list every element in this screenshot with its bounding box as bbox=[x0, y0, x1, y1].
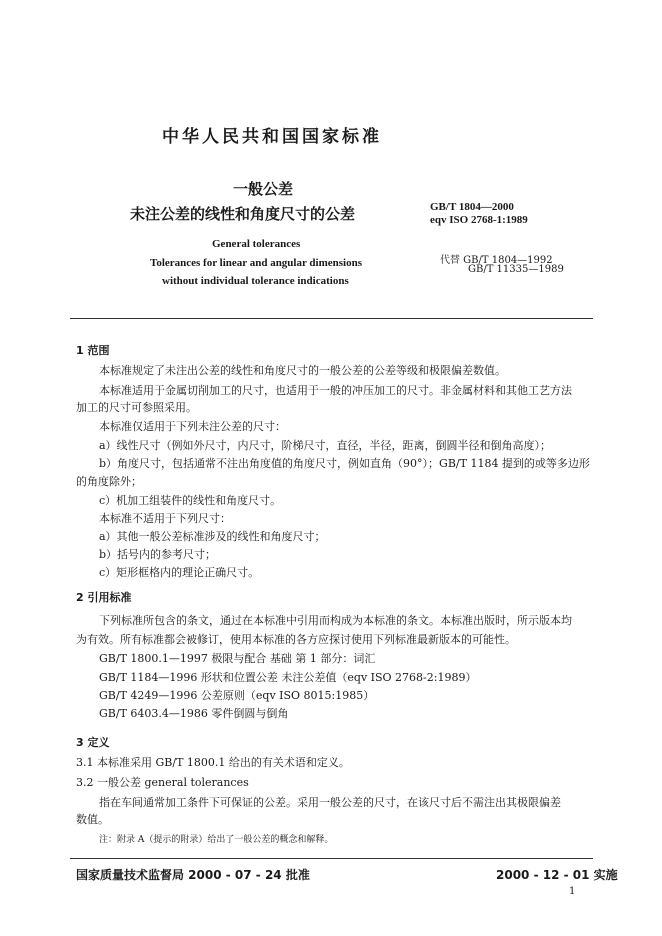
standard-number: GB/T 1804—2000 bbox=[430, 201, 514, 213]
def-3-1: 3.1 本标准采用 GB/T 1800.1 给出的有关术语和定义。 bbox=[76, 756, 350, 769]
sec1-heading: 1 范围 bbox=[76, 344, 110, 357]
ref-item: GB/T 1800.1—1997 极限与配合 基础 第 1 部分：词汇 bbox=[99, 652, 376, 665]
sec2-p1a: 下列标准所包含的条文，通过在本标准中引用而构成为本标准的条文。本标准出版时，所示版本均 bbox=[99, 614, 572, 627]
note: 注：附录 A（提示的附录）给出了一般公差的概念和解释。 bbox=[99, 835, 334, 845]
sec1-item-a: a）线性尺寸（例如外尺寸，内尺寸，阶梯尺寸，直径，半径，距离，倒圆半径和倒角高度）； bbox=[99, 439, 552, 452]
title-en-2: Tolerances for linear and angular dimensions bbox=[150, 257, 362, 269]
title-en-3: without individual tolerance indications bbox=[162, 275, 349, 287]
approved-date: 国家质量技术监督局 2000 - 07 - 24 批准 bbox=[76, 868, 310, 882]
sec2-p1b: 为有效。所有标准都会被修订，使用本标准的各方应探讨使用下列标准最新版本的可能性。 bbox=[76, 633, 516, 646]
page-number: 1 bbox=[569, 886, 576, 897]
sec2-heading: 2 引用标准 bbox=[76, 591, 132, 604]
sec1-not-b: b）括号内的参考尺寸； bbox=[99, 548, 217, 561]
ref-item: GB/T 6403.4—1986 零件倒圆与倒角 bbox=[99, 707, 289, 720]
footer-divider bbox=[70, 858, 593, 859]
ref-item: GB/T 1184—1996 形状和位置公差 未注公差值（eqv ISO 2768-2:1989） bbox=[99, 671, 477, 684]
replaces-1: 代替 GB/T 1804—1992 bbox=[440, 255, 553, 266]
sec1-item-b2: 的角度除外； bbox=[76, 475, 142, 488]
header-divider bbox=[70, 318, 593, 319]
ref-item: GB/T 4249—1996 公差原则（eqv ISO 8015:1985） bbox=[99, 689, 375, 702]
sec1-item-b1: b）角度尺寸，包括通常不注出角度值的角度尺寸，例如直角（90°）；GB/T 1184 提到的或等多边形 bbox=[99, 457, 590, 470]
title-cn-2: 未注公差的线性和角度尺寸的公差 bbox=[130, 205, 356, 223]
sec1-p1: 本标准规定了未注出公差的线性和角度尺寸的一般公差的公差等级和极限偏差数值。 bbox=[99, 364, 506, 377]
title-cn-1: 一般公差 bbox=[233, 180, 294, 198]
title-en-1: General tolerances bbox=[212, 238, 301, 250]
sec1-p3: 本标准仅适用于下列未注公差的尺寸： bbox=[99, 420, 286, 433]
eqv-standard: eqv ISO 2768-1:1989 bbox=[430, 214, 528, 226]
def-3-2-para-b: 数值。 bbox=[76, 813, 109, 826]
implementation-date: 2000 - 12 - 01 实施 bbox=[496, 868, 618, 882]
sec3-heading: 3 定义 bbox=[76, 736, 110, 749]
national-standard-title: 中华人民共和国国家标准 bbox=[162, 127, 382, 147]
sec1-not-a: a）其他一般公差标准涉及的线性和角度尺寸； bbox=[99, 530, 326, 543]
sec1-not-c: c）矩形框格内的理论正确尺寸。 bbox=[99, 566, 260, 579]
def-3-2: 3.2 一般公差 general tolerances bbox=[76, 776, 249, 789]
sec1-p2b: 加工的尺寸可参照采用。 bbox=[76, 401, 197, 414]
def-3-2-para-a: 指在车间通常加工条件下可保证的公差。采用一般公差的尺寸，在该尺寸后不需注出其极限偏差 bbox=[99, 796, 561, 809]
replaces-2: GB/T 11335—1989 bbox=[468, 264, 564, 275]
sec1-p4: 本标准不适用于下列尺寸： bbox=[99, 512, 231, 525]
sec1-p2a: 本标准适用于金属切削加工的尺寸，也适用于一般的冲压加工的尺寸。非金属材料和其他工艺方法 bbox=[99, 384, 572, 397]
sec1-item-c: c）机加工组装件的线性和角度尺寸。 bbox=[99, 494, 282, 507]
